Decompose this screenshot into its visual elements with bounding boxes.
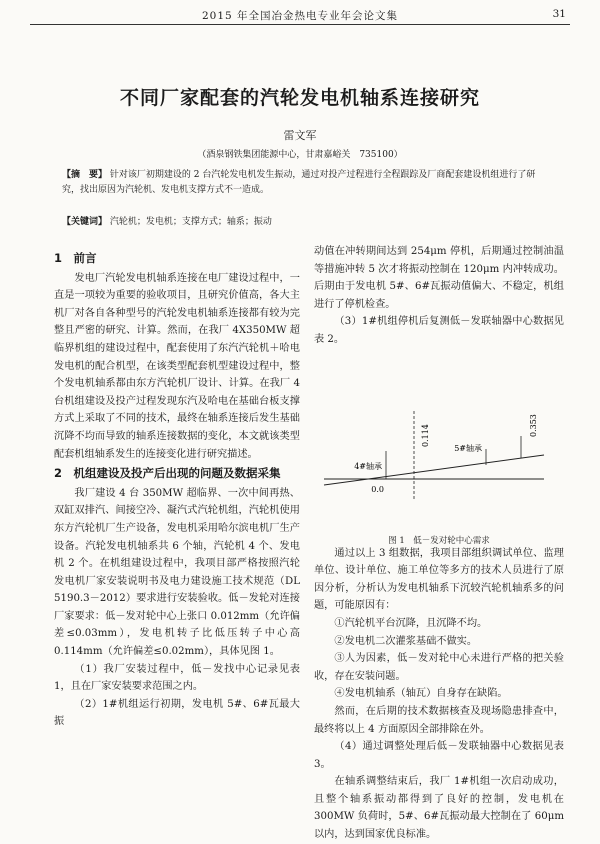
- section-1-heading: 1 前言: [54, 251, 97, 265]
- right-paragraph-5: （4）通过调整处理后低－发联轴器中心数据见表 3。: [314, 741, 564, 770]
- section-1-paragraph: 发电厂汽轮发电机轴系连接在电厂建设过程中，一直是一项较为重要的验收项目，且研究价值高，各大主机厂对各自各种型号的汽轮发电机轴系连接都有较为完整且严密的研究、计算。然而，在我厂 4X350MW 超临界机组的建设过程中，配套使用了东汽汽轮机＋哈电发电机的配合机型，在该类型配套机型建设过程中，整个发电机轴系都由东方汽轮机厂设计、计算。在我厂 4 台机组建设及投产过程发现东汽及哈电在基础台板支撑方式上采取了不同的技术，最终在轴系连接后发生基础沉降不均而导致的轴系连接数据的变化，本文就该类型配套机组轴系发生的连接变化进行研究描述。: [54, 272, 300, 460]
- figure-1: [314, 351, 564, 545]
- section-2-paragraph-2: （1）我厂安装过程中，低－发找中心记录见表 1，且在厂家安装要求范围之内。: [54, 663, 300, 693]
- section-2-paragraph-1: 我厂建设 4 台 350MW 超临界、一次中间再热、双缸双排汽、间接空冷、凝汽式汽轮机组，汽轮机使用东方汽轮机厂生产设备，发电机采用哈尔滨电机厂生产设备。汽轮发电机轴系共 6 个轴，汽轮机 4 个、发电机 2 个。在机组建设过程中，我项目部严格按照汽轮发电机厂家安装说明书及电力建设施工技术规范（DL 5190.3－2012）要求进行安装验收。低－发轮对连接厂家要求：低－发对轮中心上张口 0.012mm（允许偏差≤0.03mm），发电机转子比低压转子中心高 0.114mm（允许偏差≤0.02mm），具体见图 1。: [54, 487, 300, 658]
- cause-4: ④发电机轴系（轴瓦）自身存在缺陷。: [334, 688, 508, 700]
- author: 雷文军: [283, 129, 317, 142]
- section-2-heading: 2 机组建设及投产后出现的问题及数据采集: [54, 466, 281, 481]
- paper-title: 不同厂家配套的汽轮发电机轴系连接研究: [119, 87, 480, 109]
- page-number: 31: [552, 8, 566, 20]
- label-right: 0.353: [529, 413, 538, 437]
- cause-2: ②发电机二次灌浆基础不做实。: [334, 635, 478, 647]
- right-paragraph-4: 然而，在后期的技术数据核查及现场隐患排查中，最终将以上 4 方面原因全部排除在外。: [314, 705, 564, 735]
- cause-1: ①汽轮机平台沉降，且沉降不均。: [334, 617, 488, 629]
- label-bearing-4: 4#轴承: [354, 461, 382, 471]
- affiliation: （酒泉钢铁集团能源中心，甘肃嘉峪关 735100）: [197, 150, 403, 160]
- right-paragraph-1: 动值在冲转期间达到 254μm 停机，后期通过控制油温等措施冲转 5 次才将振动控制在 120μm 内冲转成功。后期由于发电机 5#、6#瓦振动值偏大、不稳定，机组进行了停机检查。: [314, 246, 564, 310]
- keywords-label: 【关键词】: [62, 217, 108, 227]
- figure-caption: 图 1 低－发对轮中心需求: [388, 535, 490, 546]
- right-column: [314, 243, 564, 844]
- cause-3: ③人为因素，低－发对轮中心未进行严格的把关验收，存在安装问题。: [314, 653, 564, 682]
- running-header: [30, 6, 570, 25]
- right-paragraph-3: 通过以上 3 组数据，我项目部组织调试单位、监理单位、设计单位、施工单位等多方的技术人员进行了原因分析，分析认为发电机轴系下沉较汽轮机轴系多的问题，可能原因有：: [314, 547, 564, 612]
- left-column: [54, 248, 300, 731]
- label-bearing-5: 5#轴承: [454, 443, 482, 453]
- abstract: [62, 168, 542, 198]
- alignment-diagram: [314, 351, 564, 531]
- keywords: [62, 214, 542, 227]
- label-zero: 0.0: [371, 484, 384, 494]
- abstract-label: 【摘 要】: [62, 170, 108, 180]
- right-paragraph-2: （3）1#机组停机后复测低－发联轴器中心数据见表 2。: [314, 316, 564, 345]
- running-title: 2015 年全国冶金热电专业年会论文集: [201, 10, 399, 22]
- section-2-paragraph-3: （2）1#机组运行初期，发电机 5#、6#瓦最大振: [54, 698, 300, 728]
- keywords-text: 汽轮机；发电机；支撑方式；轴系；振动: [109, 217, 272, 227]
- abstract-text: 针对该厂初期建设的 2 台汽轮发电机发生振动，通过对投产过程进行全程跟踪及厂商配套建设机组进行了研究，找出原因为汽轮机、发电机支撑方式不一造成。: [62, 170, 536, 195]
- right-paragraph-6: 在轴系调整结束后，我厂 1#机组一次启动成功，且整个轴系振动都得到了良好的控制，发电机在 300MW 负荷时，5#、6#瓦振动最大控制在了 60μm 以内，达到国家优良标准。: [314, 776, 564, 841]
- label-up: 0.114: [421, 423, 430, 447]
